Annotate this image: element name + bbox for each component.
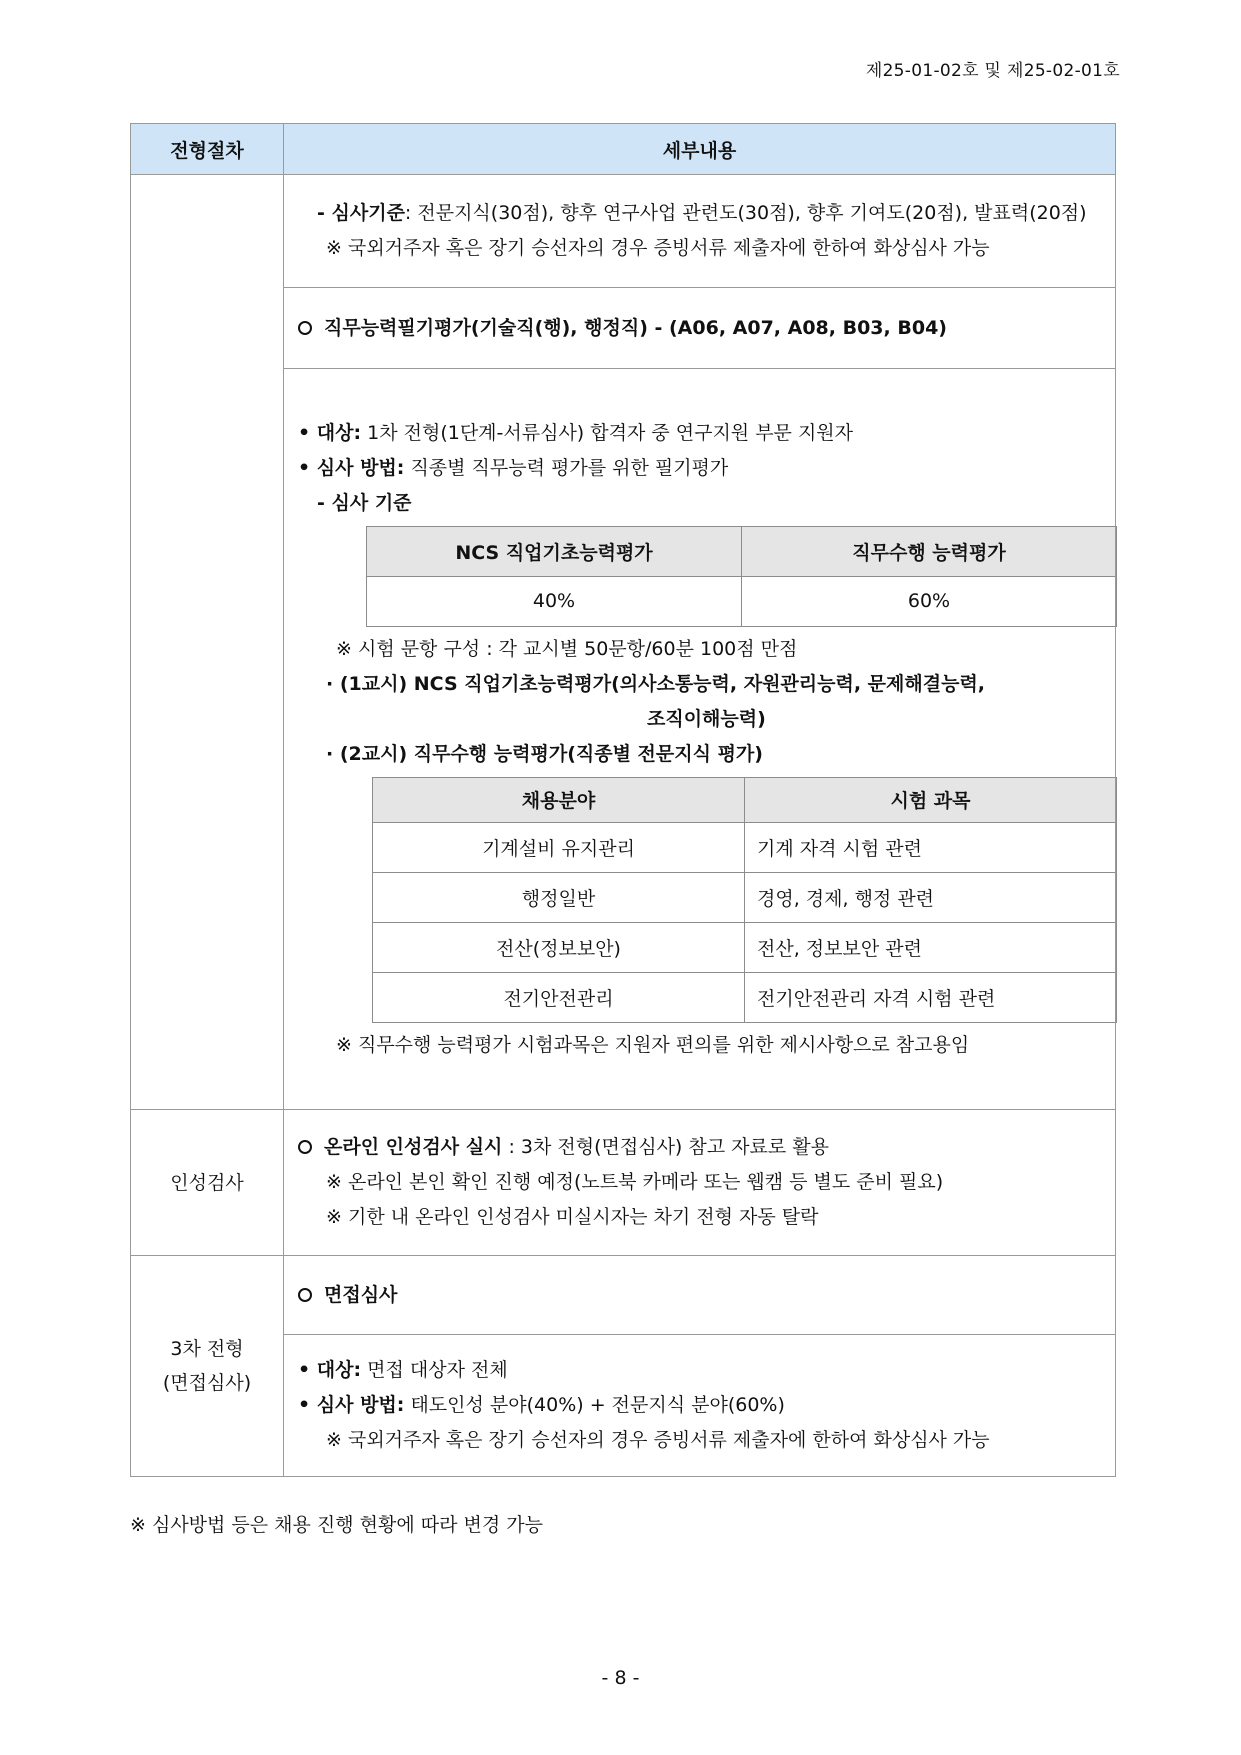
table-row	[373, 822, 1117, 872]
criteria-weight-table	[366, 526, 1117, 627]
field-subject: 전기안전관리 자격 시험 관련	[745, 972, 1117, 1022]
period1-line1: · (1교시) NCS 직업기초능력평가(의사소통능력, 자원관리능력, 문제해결능력,	[326, 672, 986, 695]
interview-note: ※ 국외거주자 혹은 장기 승선자의 경우 증빙서류 제출자에 한하여 화상심사 가능	[326, 1429, 990, 1451]
header-detail: 세부내용	[284, 124, 1116, 175]
interview-target-label: • 대상:	[298, 1359, 362, 1381]
period2-line: · (2교시) 직무수행 능력평가(직종별 전문지식 평가)	[326, 742, 763, 765]
field-subject: 경영, 경제, 행정 관련	[745, 872, 1117, 922]
page-number: - 8 -	[601, 1667, 640, 1689]
field-subject-table	[372, 777, 1117, 1023]
field-name: 전산(정보보안)	[373, 922, 745, 972]
field-header-subject: 시험 과목	[745, 777, 1117, 822]
written-method-label: • 심사 방법:	[298, 456, 405, 479]
personality-note1: ※ 온라인 본인 확인 진행 예정(노트북 카메라 또는 웹캠 등 별도 준비 필요)	[326, 1171, 944, 1193]
interview-stage-line1: 3차 전형	[170, 1338, 244, 1360]
interview-heading: 면접심사	[324, 1283, 398, 1306]
header-stage: 전형절차	[131, 124, 284, 175]
written-heading: 직무능력필기평가(기술직(행), 행정직) - (A06, A07, A08, B03, B04)	[324, 316, 947, 339]
document-number: 제25-01-02호 및 제25-02-01호	[865, 61, 1120, 81]
table-row	[131, 1110, 1116, 1256]
table-row	[131, 175, 1116, 288]
circle-bullet-icon	[298, 321, 312, 335]
field-name: 기계설비 유지관리	[373, 822, 745, 872]
personality-note2: ※ 기한 내 온라인 인성검사 미실시자는 차기 전형 자동 탈락	[326, 1206, 819, 1228]
field-subject: 기계 자격 시험 관련	[745, 822, 1117, 872]
field-header-field: 채용분야	[373, 777, 745, 822]
criteria-note: ※ 국외거주자 혹은 장기 승선자의 경우 증빙서류 제출자에 한하여 화상심사 가능	[326, 237, 990, 259]
interview-target-text: 면접 대상자 전체	[367, 1359, 508, 1381]
criteria-text: : 전문지식(30점), 향후 연구사업 관련도(30점), 향후 기여도(20점), 발표력(20점)	[404, 202, 1087, 224]
interview-stage-line2: (면접심사)	[162, 1372, 252, 1394]
field-name: 행정일반	[373, 872, 745, 922]
personality-detail-cell	[284, 1110, 1116, 1256]
written-method-text: 직종별 직무능력 평가를 위한 필기평가	[410, 456, 729, 479]
table-header-row	[131, 124, 1116, 175]
criteria-label: - 심사기준	[317, 202, 405, 224]
circle-bullet-icon	[298, 1288, 312, 1302]
table-row	[373, 922, 1117, 972]
field-subject: 전산, 정보보안 관련	[745, 922, 1117, 972]
field-table-note: ※ 직무수행 능력평가 시험과목은 지원자 편의를 위한 제시사항으로 참고용임	[336, 1033, 970, 1056]
criteria-cell	[284, 175, 1116, 288]
table-row	[131, 1256, 1116, 1335]
interview-heading-cell	[284, 1256, 1116, 1335]
written-detail-cell	[284, 369, 1116, 1110]
stage-cell-interview	[131, 1256, 284, 1477]
interview-method-text: 태도인성 분야(40%) + 전문지식 분야(60%)	[410, 1394, 785, 1416]
footer-note: ※ 심사방법 등은 채용 진행 현황에 따라 변경 가능	[130, 1514, 543, 1536]
criteria-header-job: 직무수행 능력평가	[742, 526, 1117, 576]
criteria-value-ncs: 40%	[367, 576, 742, 626]
field-name: 전기안전관리	[373, 972, 745, 1022]
circle-bullet-icon	[298, 1140, 312, 1154]
stage-cell-written	[131, 175, 284, 1110]
written-target-label: • 대상:	[298, 421, 362, 444]
interview-detail-cell	[284, 1335, 1116, 1477]
criteria-header-ncs: NCS 직업기초능력평가	[367, 526, 742, 576]
stage-cell-personality: 인성검사	[131, 1110, 284, 1256]
written-heading-cell	[284, 288, 1116, 369]
written-criteria-label: - 심사 기준	[317, 491, 412, 514]
period1-line2: 조직이해능력)	[647, 707, 766, 730]
written-target-text: 1차 전형(1단계-서류심사) 합격자 중 연구지원 부문 지원자	[367, 421, 854, 444]
criteria-value-job: 60%	[742, 576, 1117, 626]
exam-composition-note: ※ 시험 문항 구성 : 각 교시별 50문항/60분 100점 만점	[336, 637, 798, 660]
personality-heading-rest: : 3차 전형(면접심사) 참고 자료로 활용	[508, 1136, 829, 1158]
table-row	[373, 972, 1117, 1022]
interview-method-label: • 심사 방법:	[298, 1394, 405, 1416]
personality-heading: 온라인 인성검사 실시	[324, 1136, 503, 1158]
selection-procedure-table	[130, 123, 1116, 1477]
table-row	[373, 872, 1117, 922]
